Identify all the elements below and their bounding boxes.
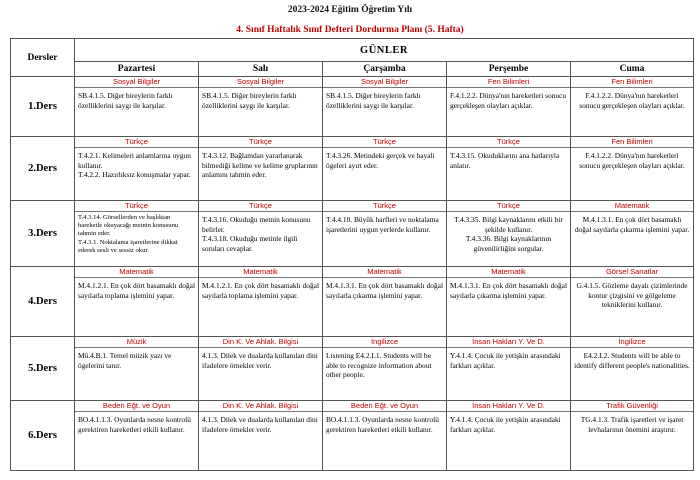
subject-label: İngilizce [571,337,693,348]
subject-label: Matematik [199,267,322,278]
header-gunler: GÜNLER [75,39,694,62]
subject-label: Trafik Güvenliği [571,401,693,412]
schedule-cell [571,337,694,401]
schedule-cell [75,201,199,267]
subject-label: İngilizce [323,337,446,348]
day-header: Çarşamba [323,62,447,77]
schedule-cell [571,137,694,201]
subject-label: Türkçe [75,137,198,148]
lesson-label: 2.Ders [11,137,75,201]
schedule-cell [571,267,694,337]
lesson-label: 4.Ders [11,267,75,337]
subject-label: Türkçe [199,137,322,148]
schedule-cell [323,201,447,267]
subject-label: Sosyal Bilgiler [199,77,322,88]
subject-label: İnsan Hakları Y. Ve D. [447,337,570,348]
objective-text: F.4.1.2.2. Dünya'nın hareketleri sonucu gerçekleşen olayları açıklar. [450,91,567,110]
schedule-row [11,337,694,401]
schedule-cell [75,137,199,201]
schedule-cell [323,77,447,137]
subject-label: Türkçe [323,201,446,212]
schedule-cell [323,137,447,201]
subject-label: Sosyal Bilgiler [323,77,446,88]
schedule-cell [75,77,199,137]
schedule-cell [75,337,199,401]
schedule-cell [199,201,323,267]
objective-text: F.4.1.2.2. Dünya'nın hareketleri sonucu gerçekleşen olayları açıklar. [579,151,685,170]
lesson-label: 5.Ders [11,337,75,401]
subject-label: Sosyal Bilgiler [75,77,198,88]
subject-label: Türkçe [323,137,446,148]
subject-label: Fen Bilimleri [447,77,570,88]
schedule-row [11,137,694,201]
schedule-cell [199,137,323,201]
subject-label: Türkçe [75,201,198,212]
subject-label: Türkçe [447,201,570,212]
objective-text: T.4.2.1. Kelimeleri anlamlarına uygun kullanır. T.4.2.2. Hazırlıksız konuşmalar yapar. [78,151,191,180]
schedule-cell [447,401,571,471]
schedule-cell [199,401,323,471]
schedule-row [11,267,694,337]
schedule-cell [323,401,447,471]
lesson-label: 1.Ders [11,77,75,137]
subject-label: Türkçe [199,201,322,212]
day-header: Pazartesi [75,62,199,77]
document-subtitle: 4. Sınıf Haftalık Sınıf Defteri Dordurma Planı (5. Hafta) [236,25,464,35]
schedule-row [11,401,694,471]
objective-text: M.4.1.2.1. En çok dört basamaklı doğal sayılarla toplama işlemini yapar. [202,281,319,300]
objective-text: T.4.3.15. Okuduklarını ana hatlarıyla anlatır. [450,151,560,170]
subject-label: Fen Bilimleri [571,137,693,148]
subject-label: İnsan Hakları Y. Ve D. [447,401,570,412]
lesson-label: 6.Ders [11,401,75,471]
objective-text: T.4.3.14. Görsellerden ve başlıktan hareketle okuyacağı metnin konusunu tahmin eder. T.4.3.1. Noktalama işaretlerine dikkat ederek sesli ve sessiz okur. [78,214,179,254]
subject-label: Matematik [75,267,198,278]
objective-text: M.4.1.3.1. En çok dört basamaklı doğal sayılarla çıkarma işlemini yapar. [326,281,443,300]
objective-text: SB.4.1.5. Diğer bireylerin farklı özelliklerini saygı ile karşılar. [326,91,421,110]
subject-label: Görsel Sanatlar [571,267,693,278]
subject-label: Matematik [447,267,570,278]
subject-label: Matematik [571,201,693,212]
schedule-cell [199,337,323,401]
schedule-cell [571,401,694,471]
objective-text: M.4.1.3.1. En çok dört basamaklı doğal sayılarla çıkarma işlemini yapar. [574,215,690,234]
objective-text: BO.4.1.1.3. Oyunlarda nesne kontrolü gerektiren hareketleri etkili kullanır. [326,415,439,434]
objective-text: 4.1.3. Dilek ve dualarda kullanılan dini ifadelere örnekler verir. [202,415,318,434]
subject-label: Müzik [75,337,198,348]
subject-label: Matematik [323,267,446,278]
schedule-cell [75,401,199,471]
objective-text: Y.4.1.4. Çocuk ile yetişkin arasındaki farkları açıklar. [450,351,561,370]
schedule-cell [447,337,571,401]
objective-text: SB.4.1.5. Diğer bireylerin farklı özelliklerini saygı ile karşılar. [78,91,173,110]
objective-text: F.4.1.2.2. Dünya'nın hareketleri sonucu gerçekleşen olayları açıklar. [579,91,685,110]
schedule-cell [199,267,323,337]
schedule-cell [571,77,694,137]
schedule-cell [323,337,447,401]
objective-text: SB.4.1.5. Diğer bireylerin farklı özelliklerini saygı ile karşılar. [202,91,297,110]
schedule-cell [447,201,571,267]
objective-text: M.4.1.2.1. En çok dört basamaklı doğal sayılarla toplama işlemini yapar. [78,281,195,300]
schedule-cell [75,267,199,337]
schedule-row [11,201,694,267]
objective-text: T.4.3.16. Okuduğu metnin konusunu belirler. T.4.3.18. Okuduğu metinle ilgili soruları cevaplar. [202,215,311,253]
day-header: Cuma [571,62,694,77]
subject-label: Din K. Ve Ahlak. Bilgisi [199,401,322,412]
objective-text: T.4.4.10. Büyük harfleri ve noktalama işaretlerini uygun yerlerde kullanır. [326,215,439,234]
objective-text: Y.4.1.4. Çocuk ile yetişkin arasındaki farkları açıklar. [450,415,561,434]
schedule-table [10,38,694,471]
subject-label: Beden Eğt. ve Oyun [323,401,446,412]
objective-text: Listening E4.2.L1. Students will be able to recognize information about other people. [326,351,432,380]
subject-label: Beden Eğt. ve Oyun [75,401,198,412]
header-dersler: Dersler [11,39,75,77]
day-header: Perşembe [447,62,571,77]
schedule-cell [571,201,694,267]
objective-text: T.4.3.35. Bilgi kaynaklarını etkili bir şekilde kullanır. T.4.3.36. Bilgi kaynaklarının güvenilirliğini sorgular. [454,215,563,253]
schedule-row [11,77,694,137]
schedule-cell [447,137,571,201]
lesson-label: 3.Ders [11,201,75,267]
objective-text: E4.2.L2. Students will be able to identify different people's nationalities. [574,351,690,370]
schedule-cell [323,267,447,337]
objective-text: T.4.3.26. Metindeki gerçek ve hayali ögeleri ayırt eder. [326,151,435,170]
subject-label: Din K. Ve Ahlak. Bilgisi [199,337,322,348]
objective-text: M.4.1.3.1. En çok dört basamaklı doğal sayılarla çıkarma işlemini yapar. [450,281,567,300]
objective-text: T.4.3.12. Bağlamdan yararlanarak bilmediği kelime ve kelime gruplarının anlamını tahmin eder. [202,151,318,180]
document-title: 2023-2024 Eğitim Öğretim Yılı [287,5,413,15]
schedule-cell [447,267,571,337]
day-header: Salı [199,62,323,77]
objective-text: G.4.1.5. Gözleme dayalı çizimlerinde kontur çizgisini ve gölgeleme tekniklerini kullanır. [576,281,688,310]
objective-text: 4.1.3. Dilek ve dualarda kullanılan dini ifadelere örnekler verir. [202,351,318,370]
subject-label: Fen Bilimleri [571,77,693,88]
objective-text: TG.4.1.3. Trafik işaretleri ve işaret levhalarının önemini araştırır. [580,415,684,434]
schedule-cell [199,77,323,137]
objective-text: Mü.4.B.1. Temel müzik yazı ve ögelerini tanır. [78,351,172,370]
subject-label: Türkçe [447,137,570,148]
schedule-cell [447,77,571,137]
objective-text: BO.4.1.1.3. Oyunlarda nesne kontrolü gerektiren hareketleri etkili kullanır. [78,415,191,434]
